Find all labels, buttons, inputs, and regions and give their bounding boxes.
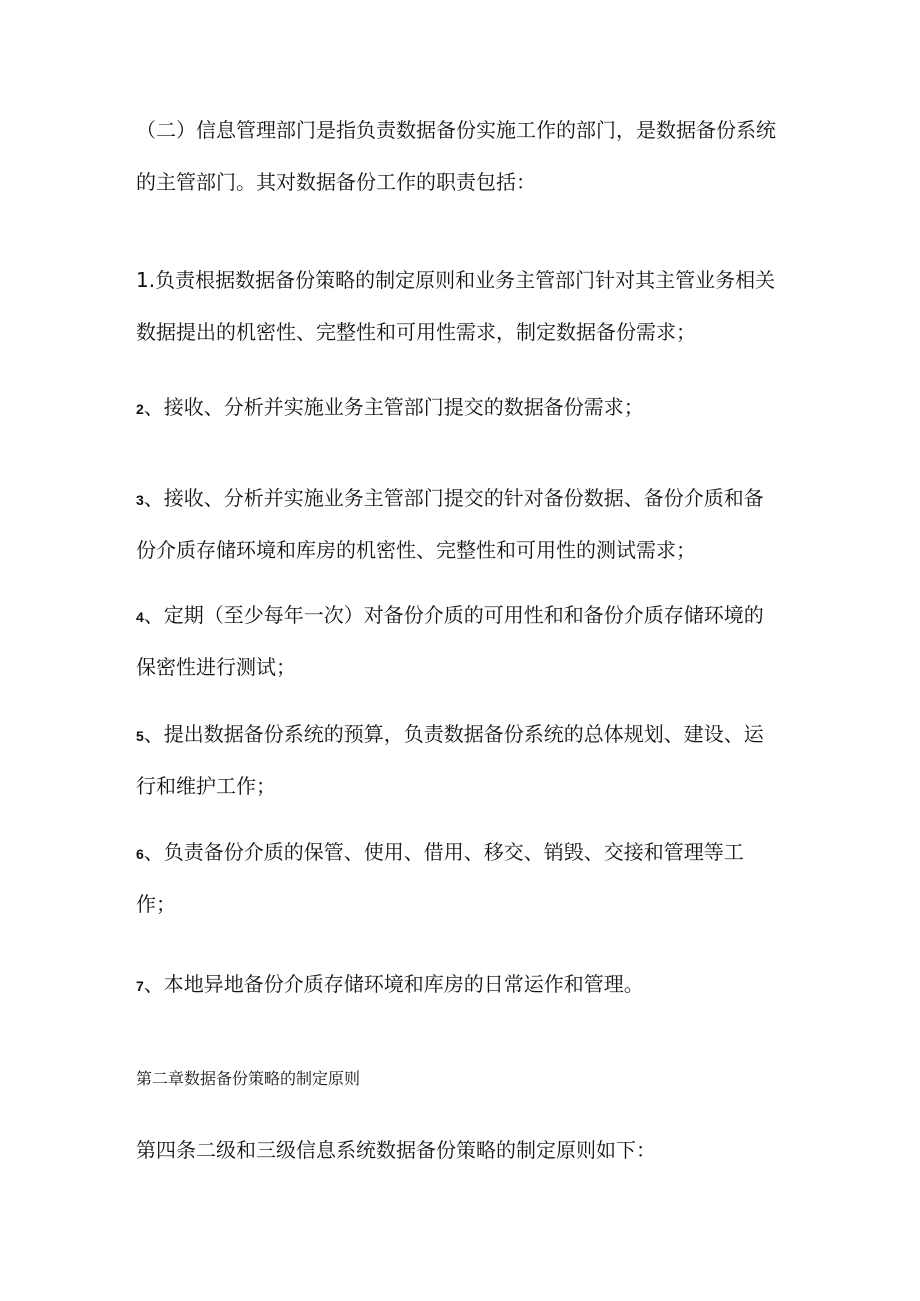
intro-line-1: （二）信息管理部门是指负责数据备份实施工作的部门，是数据备份系统 (136, 118, 776, 142)
list-item-1-line-1 (136, 254, 796, 306)
list-item-1-text-1: 负责根据数据备份策略的制定原则和业务主管部门针对其主管业务相关 (155, 268, 776, 292)
list-item-3-number: 3 (136, 492, 144, 508)
list-item-7-text-1: 、本地异地备份介质存储环境和库房的日常运作和管理。 (143, 972, 644, 996)
list-item-7-number: 7 (136, 978, 144, 994)
list-item-6-line-2: 作； (136, 892, 176, 916)
list-item-6-line-1 (136, 826, 796, 878)
list-item-3-line-2: 份介质存储环境和库房的机密性、完整性和可用性的测试需求； (136, 538, 696, 562)
list-item-4-line-1 (136, 589, 796, 641)
list-item-7 (136, 958, 796, 1010)
list-item-4 (136, 589, 796, 693)
list-item-2-text-1: 、接收、分析并实施业务主管部门提交的数据备份需求； (143, 395, 644, 419)
list-item-4-number: 4 (136, 609, 144, 625)
list-item-6-number: 6 (136, 846, 144, 862)
list-item-1-number: 1. (136, 268, 156, 292)
list-item-5-number: 5 (136, 728, 144, 744)
intro-line-2: 的主管部门。其对数据备份工作的职责包括： (136, 170, 536, 194)
list-item-2-line-1 (136, 381, 796, 433)
list-item-1-line-2: 数据提出的机密性、完整性和可用性需求，制定数据备份需求； (136, 320, 696, 344)
list-item-4-text-1: 、定期（至少每年一次）对备份介质的可用性和和备份介质存储环境的 (143, 603, 764, 627)
list-item-3-line-1 (136, 472, 796, 524)
list-item-4-line-2: 保密性进行测试； (136, 655, 296, 679)
list-item-5-line-2: 行和维护工作； (136, 774, 276, 798)
list-item-5-text-1: 、提出数据备份系统的预算，负责数据备份系统的总体规划、建设、运 (143, 722, 764, 746)
list-item-6 (136, 826, 796, 930)
list-item-5-line-1 (136, 708, 796, 760)
list-item-3 (136, 472, 796, 576)
list-item-2 (136, 381, 796, 433)
list-item-2-number: 2 (136, 401, 144, 417)
intro-paragraph (136, 104, 796, 208)
list-item-3-text-1: 、接收、分析并实施业务主管部门提交的针对备份数据、备份介质和备 (143, 486, 764, 510)
list-item-5 (136, 708, 796, 812)
list-item-7-line-1 (136, 958, 796, 1010)
list-item-6-text-1: 、负责备份介质的保管、使用、借用、移交、销毁、交接和管理等工 (143, 840, 744, 864)
article-heading: 第四条二级和三级信息系统数据备份策略的制定原则如下： (136, 1138, 656, 1162)
chapter-heading: 第二章数据备份策略的制定原则 (136, 1069, 361, 1088)
list-item-1 (136, 254, 796, 358)
